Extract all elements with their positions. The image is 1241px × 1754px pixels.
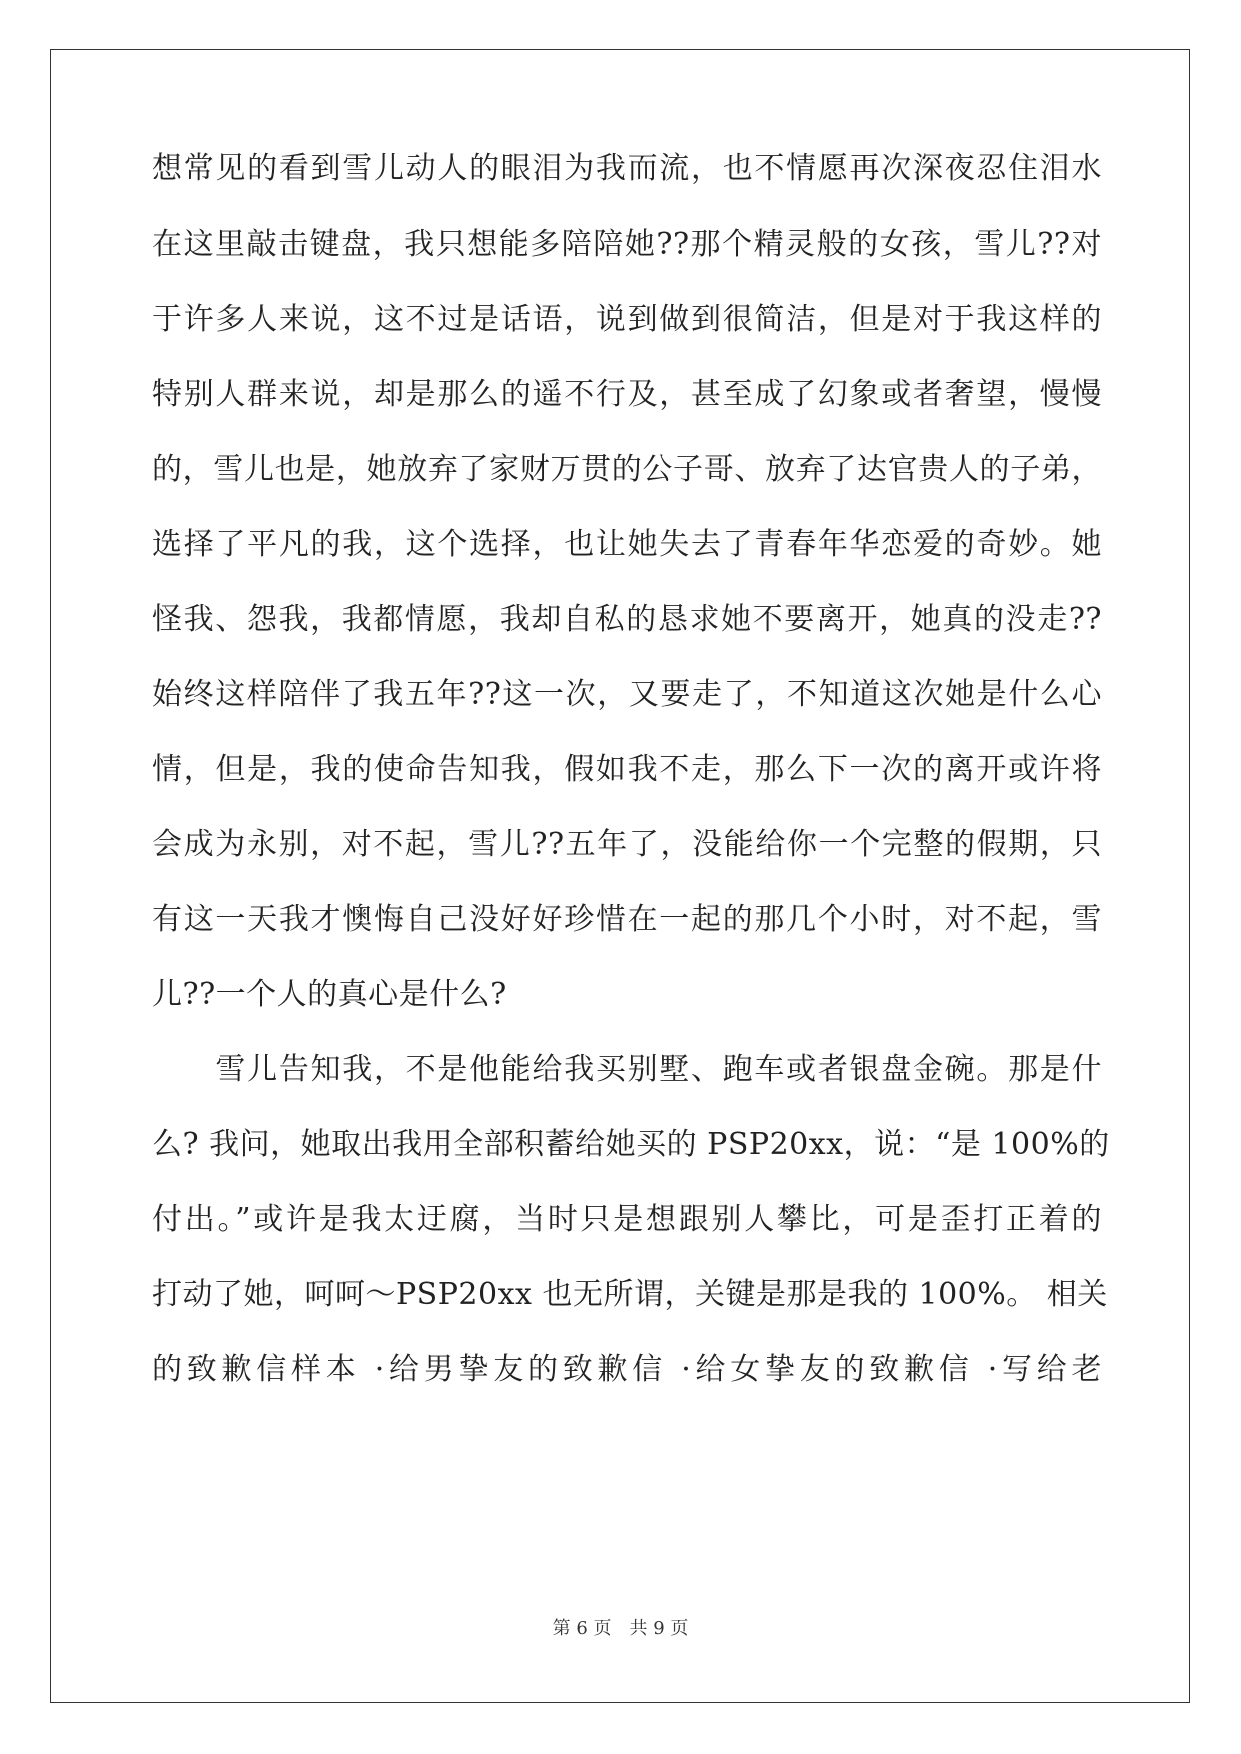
text-line: 怪我、怨我，我都情愿，我却自私的恳求她不要离开，她真的没走??: [152, 602, 1102, 637]
text-line: 情，但是，我的使命告知我，假如我不走，那么下一次的离开或许将: [152, 752, 1102, 787]
text-line: 想常见的看到雪儿动人的眼泪为我而流，也不情愿再次深夜忍住泪水: [152, 151, 1102, 186]
text-line: 选择了平凡的我，这个选择，也让她失去了青春年华恋爱的奇妙。她: [152, 527, 1102, 562]
text-line: 在这里敲击键盘，我只想能多陪陪她??那个精灵般的女孩，雪儿??对: [152, 227, 1102, 262]
text-line: 的，雪儿也是，她放弃了家财万贯的公子哥、放弃了达官贵人的子弟，: [152, 452, 1102, 487]
text-line: 么? 我问，她取出我用全部积蓄给她买的 PSP20xx，说：“是 100%的: [152, 1127, 1110, 1162]
text-line: 会成为永别，对不起，雪儿??五年了，没能给你一个完整的假期，只: [152, 827, 1102, 862]
text-line: 雪儿告知我，不是他能给我买别墅、跑车或者银盘金碗。那是什: [152, 1052, 1102, 1087]
text-line: 于许多人来说，这不过是话语，说到做到很简洁，但是对于我这样的: [152, 302, 1102, 337]
page-number-footer: 第 6 页 共 9 页: [552, 1618, 689, 1639]
text-line: 始终这样陪伴了我五年??这一次，又要走了，不知道这次她是什么心: [152, 677, 1102, 712]
text-line: 儿??一个人的真心是什么?: [152, 977, 507, 1012]
text-line: 的致歉信样本 ·给男挚友的致歉信 ·给女挚友的致歉信 ·写给老: [152, 1352, 1102, 1387]
text-line: 打动了她，呵呵～PSP20xx 也无所谓，关键是那是我的 100%。 相关: [152, 1277, 1108, 1312]
text-line: 特别人群来说，却是那么的遥不行及，甚至成了幻象或者奢望，慢慢: [152, 377, 1102, 412]
text-line: 有这一天我才懊悔自己没好好珍惜在一起的那几个小时，对不起，雪: [152, 902, 1102, 937]
text-line: 付出。”或许是我太迂腐，当时只是想跟别人攀比，可是歪打正着的: [152, 1202, 1102, 1237]
